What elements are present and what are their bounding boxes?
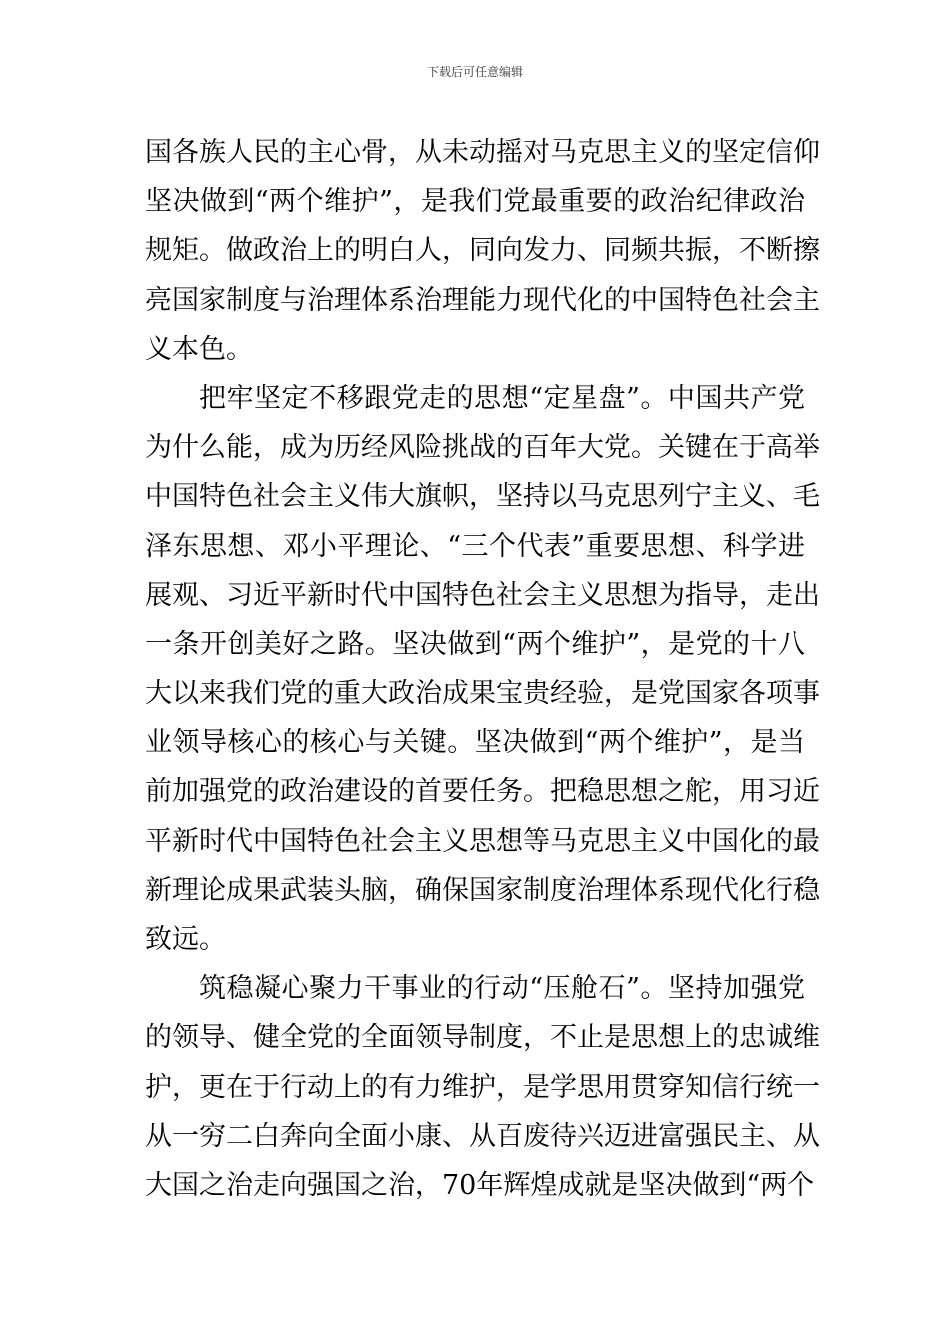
document-body xyxy=(145,128,820,1210)
text-line: 义本色。 xyxy=(145,333,253,365)
text-line: 国各族人民的主心骨，从未动摇对马克思主义的坚定信仰 xyxy=(145,137,820,168)
text-line: 大以来我们党的重大政治成果宝贵经验，是党国家各项事 xyxy=(145,678,820,710)
text-line: 规矩。做政治上的明白人，同向发力、同频共振，不断擦 xyxy=(145,235,820,267)
page-header xyxy=(0,64,950,80)
text-line: 一条开创美好之路。坚决做到“两个维护”，是党的十八 xyxy=(145,628,805,660)
text-line: 致远。 xyxy=(145,924,226,955)
paragraph-2 xyxy=(145,374,820,964)
text-line: 筑稳凝心聚力干事业的行动“压舱石”。坚持加强党 xyxy=(199,973,805,1005)
text-line: 平新时代中国特色社会主义思想等马克思主义中国化的最 xyxy=(145,825,820,857)
text-line: 护，更在于行动上的有力维护，是学思用贯穿知信行统一 xyxy=(145,1071,820,1103)
text-line: 亮国家制度与治理体系治理能力现代化的中国特色社会主 xyxy=(145,284,820,316)
text-line: 为什么能，成为历经风险挑战的百年大党。关键在于高举 xyxy=(145,432,820,464)
text-line: 泽东思想、邓小平理论、“三个代表”重要思想、科学进 xyxy=(145,530,805,562)
text-line: 前加强党的政治建设的首要任务。把稳思想之舵，用习近 xyxy=(145,776,820,808)
text-line: 中国特色社会主义伟大旗帜，坚持以马克思列宁主义、毛 xyxy=(145,481,820,513)
text-line: 展观、习近平新时代中国特色社会主义思想为指导，走出 xyxy=(145,579,820,611)
text-line: 的领导、健全党的全面领导制度，不止是思想上的忠诚维 xyxy=(145,1022,820,1054)
text-line: 大国之治走向强国之治，70年辉煌成就是坚决做到“两个 xyxy=(145,1169,815,1201)
text-line: 新理论成果武装头脑，确保国家制度治理体系现代化行稳 xyxy=(145,874,820,906)
text-line: 从一穷二白奔向全面小康、从百废待兴迈进富强民主、从 xyxy=(145,1120,820,1152)
header-text: 下载后可任意编辑 xyxy=(426,65,523,79)
paragraph-1 xyxy=(145,128,820,374)
text-line: 业领导核心的核心与关键。坚决做到“两个维护”，是当 xyxy=(145,727,805,759)
text-line: 坚决做到“两个维护”，是我们党最重要的政治纪律政治 xyxy=(145,186,805,218)
paragraph-3 xyxy=(145,964,820,1210)
text-line: 把牢坚定不移跟党走的思想“定星盘”。中国共产党 xyxy=(199,382,805,414)
